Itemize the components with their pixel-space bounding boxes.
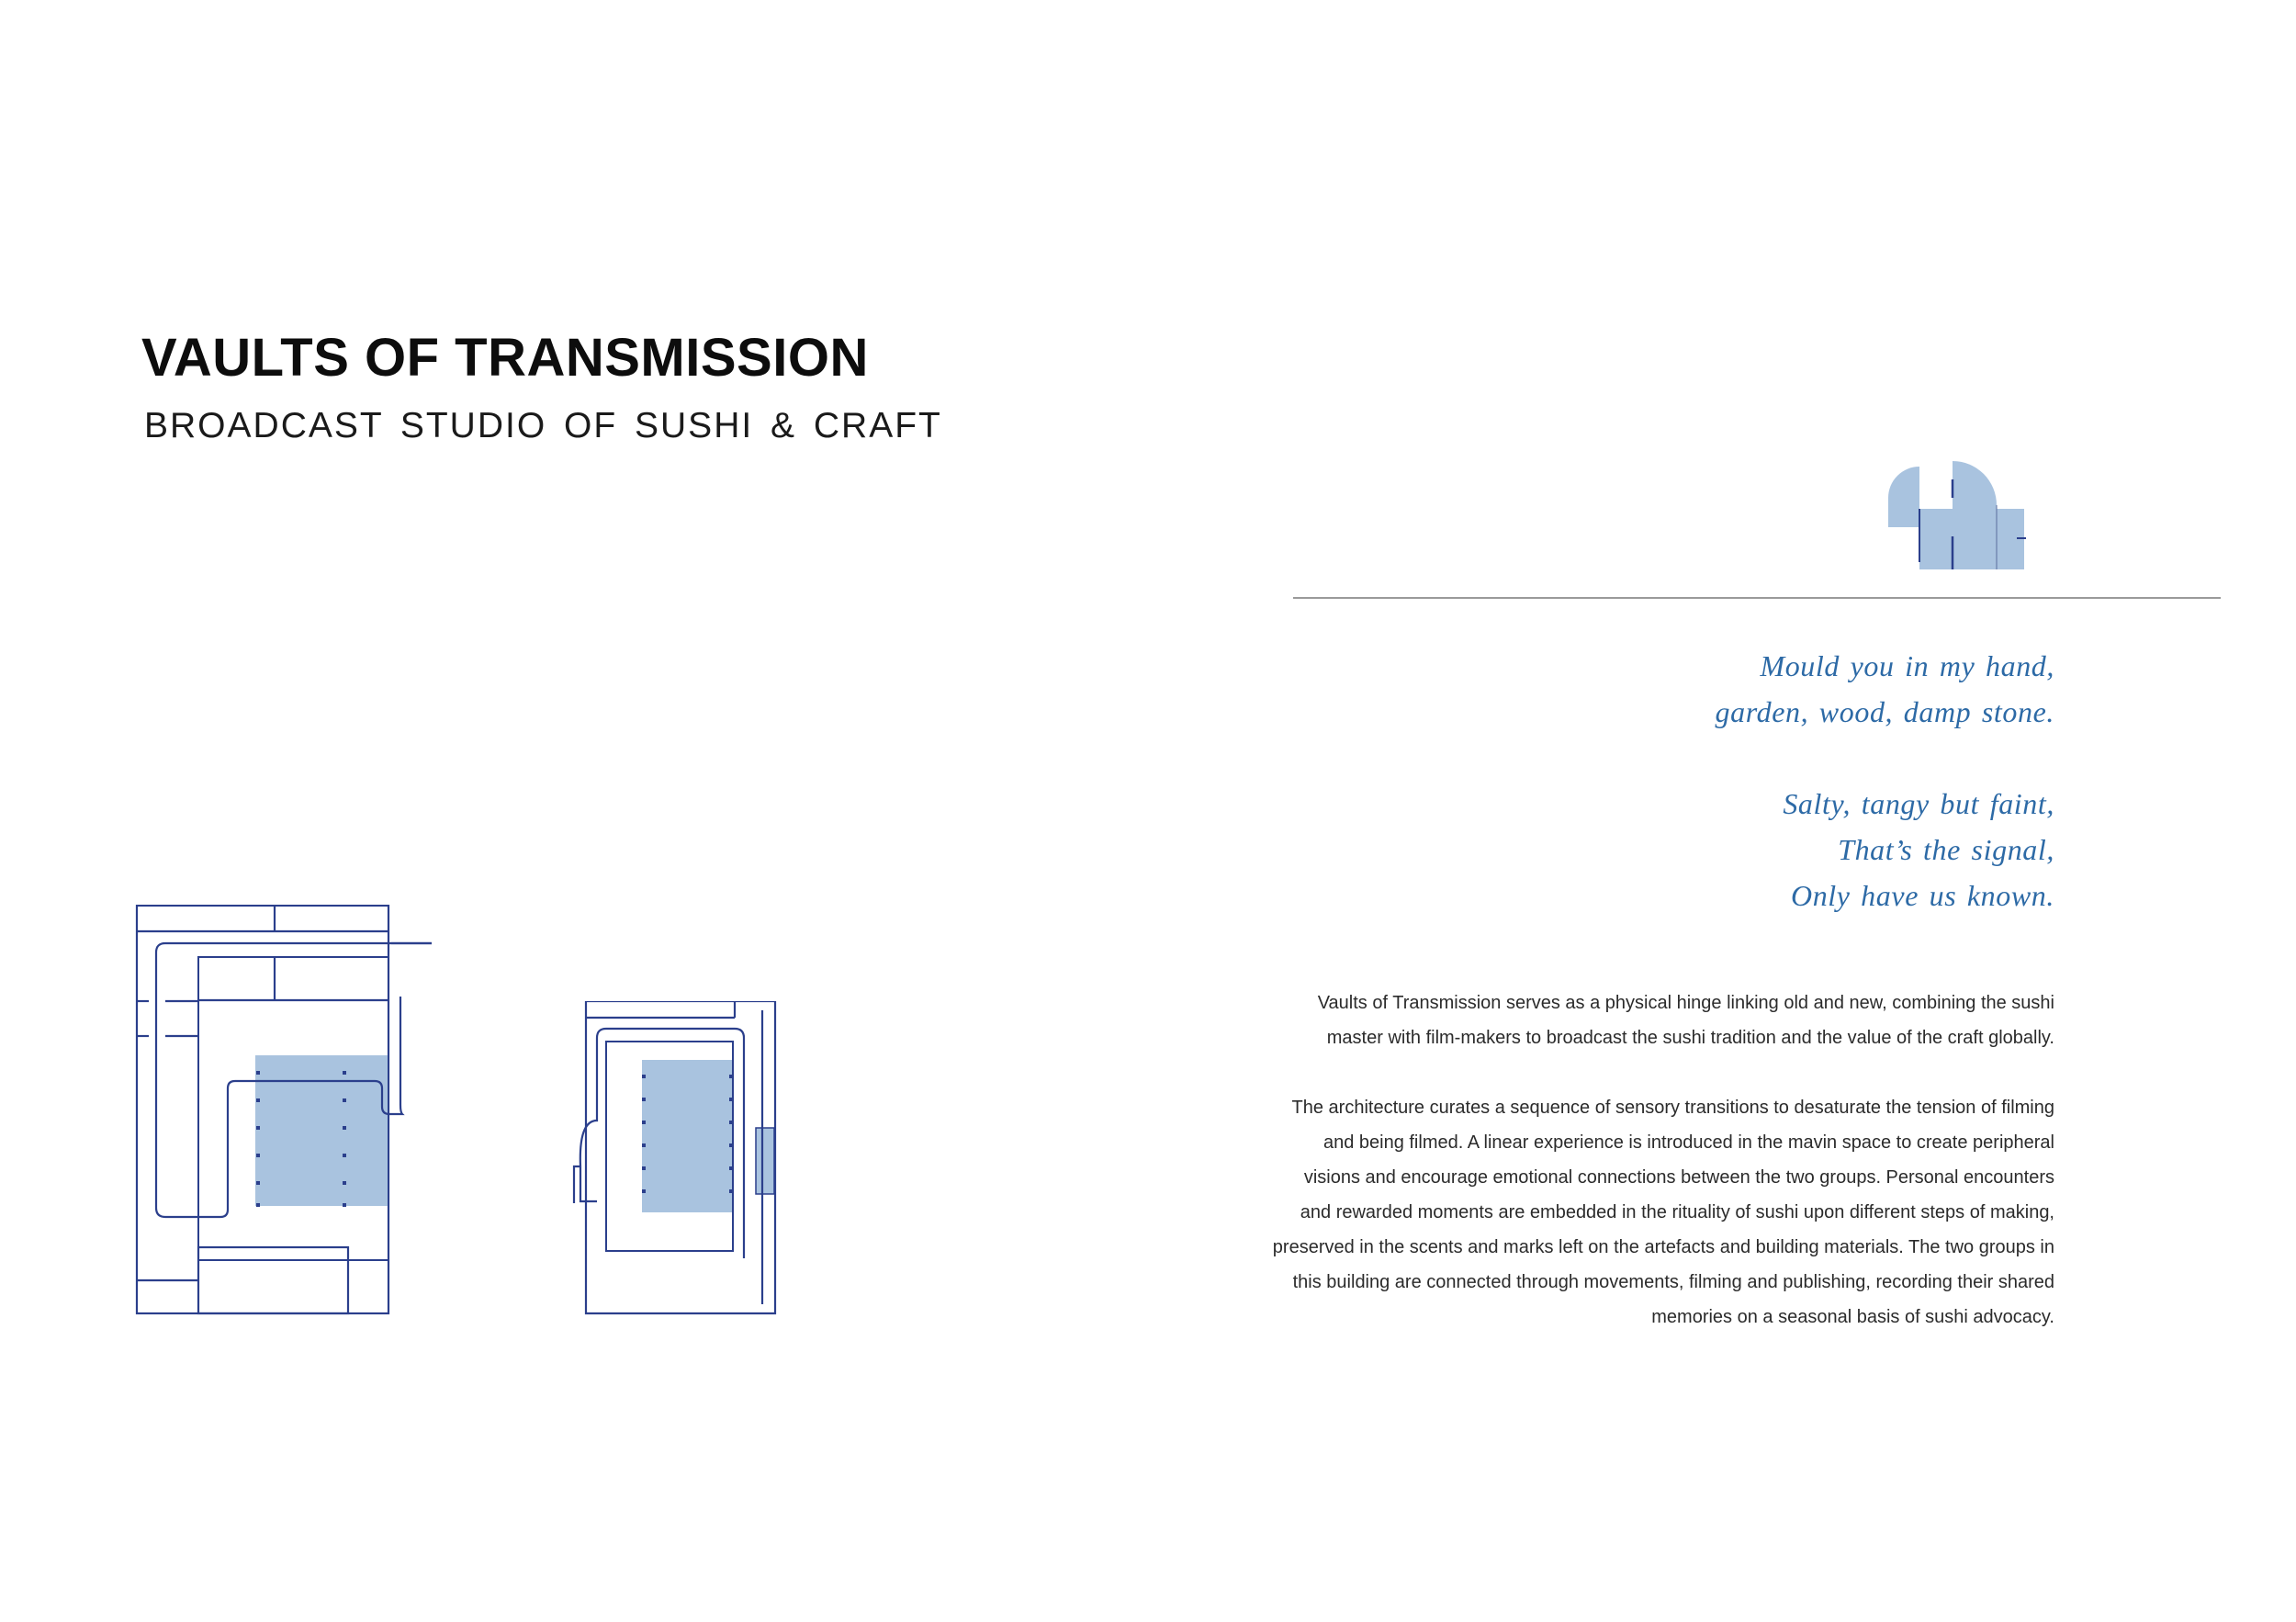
description-paragraph [1173,986,2054,1055]
description-line: this building are connected through movements, filming and publishing, recording their shared [1292,1272,2054,1292]
floor-plan-right [569,1001,781,1323]
vault-arches-logo-icon [1888,461,2026,576]
description-line: The architecture curates a sequence of sensory transitions to desaturate the tension of filming [1291,1098,2054,1118]
project-description [1173,986,2054,1369]
description-paragraph [1173,1090,2054,1335]
poem-line: Only have us known. [1790,879,2054,912]
poem-line: Salty, tangy but faint, [1783,787,2054,820]
page-title: VAULTS OF TRANSMISSION [141,328,869,388]
divider-rule [1293,597,2221,599]
description-line: preserved in the scents and marks left on the artefacts and building materials. The two groups in [1272,1237,2054,1257]
poem-stanza [1320,643,2054,735]
poem-line: Mould you in my hand, [1760,649,2054,682]
page-subtitle: BROADCAST STUDIO OF SUSHI & CRAFT [144,406,942,445]
description-line: and rewarded moments are embedded in the rituality of sushi upon different steps of making, [1300,1202,2054,1222]
poem-line: garden, wood, damp stone. [1715,695,2054,728]
description-line: memories on a seasonal basis of sushi advocacy. [1651,1307,2054,1327]
description-line: master with film-makers to broadcast the sushi tradition and the value of the craft globally. [1326,1028,2054,1048]
poem-line: That’s the signal, [1838,833,2054,866]
floor-plan-left [129,905,441,1336]
description-line: visions and encourage emotional connections between the two groups. Personal encounters [1303,1167,2054,1188]
description-line: and being filmed. A linear experience is introduced in the mavin space to create peripheral [1322,1132,2054,1153]
description-line: Vaults of Transmission serves as a physical hinge linking old and new, combining the sushi [1317,993,2054,1013]
poem-stanza [1320,781,2054,918]
poem [1320,643,2054,964]
